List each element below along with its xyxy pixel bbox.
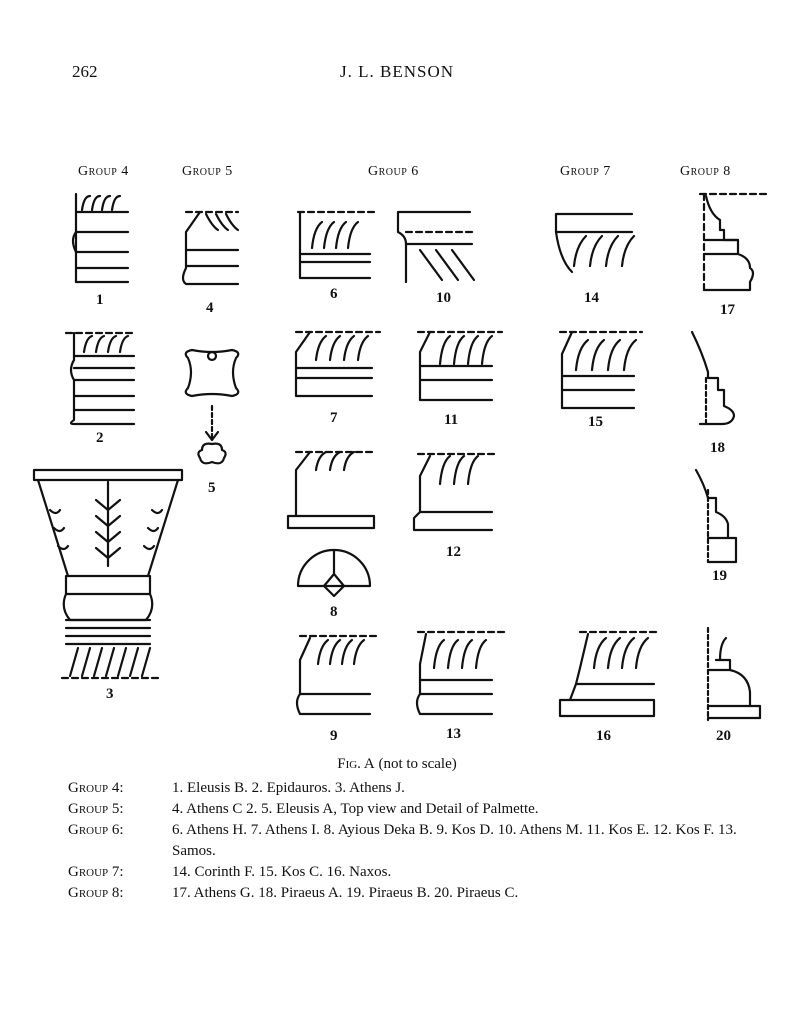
figure-note: (not to scale) [378,756,457,772]
drawing-7 [296,332,380,396]
figure-number-15: 15 [588,414,603,430]
group-6-heading: Group 6 [368,164,419,179]
drawing-6 [298,212,378,278]
drawing-17 [700,194,766,290]
legend-group-label: Group 8: [68,885,124,901]
page-number: 262 [72,62,98,81]
figure-number-5: 5 [208,480,216,496]
drawing-14 [556,214,634,272]
figure-number-20: 20 [716,728,731,744]
figure-number-18: 18 [710,440,725,456]
drawing-1 [73,194,128,282]
drawing-20 [708,628,760,720]
group-7-heading: Group 7 [560,164,611,179]
figure-number-19: 19 [712,568,727,584]
drawing-10 [398,212,474,282]
legend-row [68,862,748,883]
figure-number-6: 6 [330,286,338,302]
figure-number-16: 16 [596,728,611,744]
legend-row [68,883,748,904]
legend-group-label: Group 5: [68,801,124,817]
figure-caption [0,756,794,773]
group-4-heading: Group 4 [78,164,129,179]
figure-number-9: 9 [330,728,338,744]
legend-group-label: Group 6: [68,822,124,838]
legend-row [68,820,748,862]
drawing-8 [288,452,374,596]
drawing-11 [418,332,502,400]
drawing-16 [560,632,660,716]
drawing-19 [696,470,736,562]
figure-number-11: 11 [444,412,459,428]
figure-number-2: 2 [96,430,104,446]
legend-group-text: 6. Athens H. 7. Athens I. 8. Ayious Deka B. 9. Kos D. 10. Athens M. 11. Kos E. 12. Kos F. 13. Samos. [172,822,737,859]
drawing-12 [414,454,498,530]
running-head: J. L. BENSON [339,62,454,81]
figure-number-17: 17 [720,302,735,318]
drawing-5 [186,350,239,463]
figure-number-12: 12 [446,544,461,560]
legend-group-text: 17. Athens G. 18. Piraeus A. 19. Piraeus B. 20. Piraeus C. [172,885,519,901]
legend-group-label: Group 4: [68,780,124,796]
legend-row [68,778,748,799]
drawing-13 [417,632,508,714]
legend-row [68,799,748,820]
drawing-3 [34,470,182,678]
figure-legend [68,778,748,904]
group-5-heading: Group 5 [182,164,233,179]
drawing-9 [297,636,378,714]
figure-number-4: 4 [206,300,214,316]
figure-label: Fig. A [337,756,375,772]
legend-group-text: 1. Eleusis B. 2. Epidauros. 3. Athens J. [172,780,405,796]
figure-number-10: 10 [436,290,451,306]
drawing-18 [692,332,734,424]
drawing-2 [66,333,136,424]
figure-number-13: 13 [446,726,461,742]
drawing-15 [560,332,642,408]
legend-group-text: 4. Athens C 2. 5. Eleusis A, Top view and Detail of Palmette. [172,801,539,817]
figure-number-7: 7 [330,410,338,426]
legend-group-text: 14. Corinth F. 15. Kos C. 16. Naxos. [172,864,392,880]
figure-number-8: 8 [330,604,338,620]
figure-number-14: 14 [584,290,599,306]
figure-number-3: 3 [106,686,114,702]
group-8-heading: Group 8 [680,164,731,179]
figure-number-1: 1 [96,292,104,308]
drawing-4 [183,212,238,284]
legend-group-label: Group 7: [68,864,124,880]
